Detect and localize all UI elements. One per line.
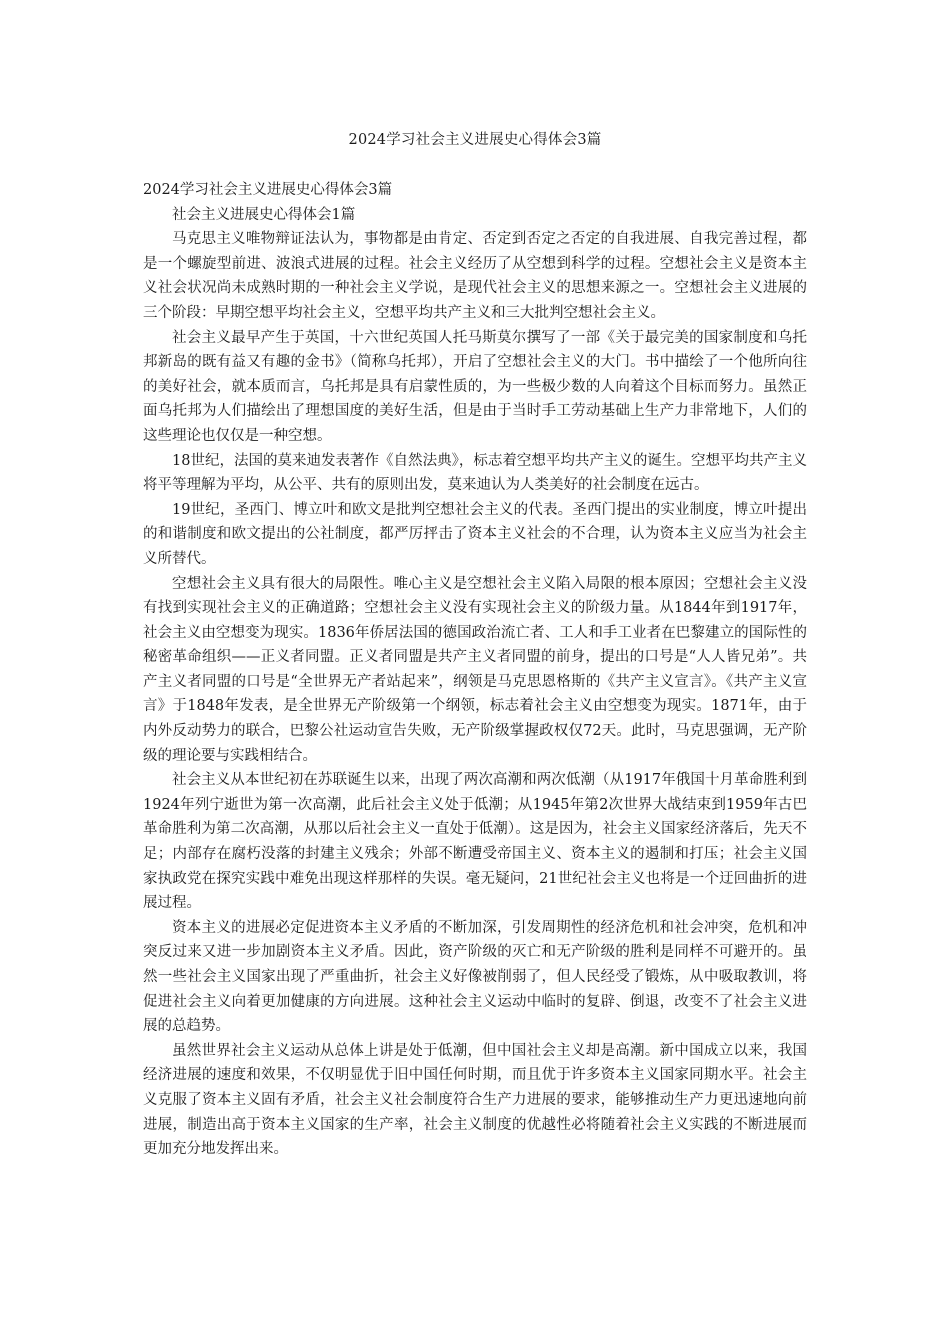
section-subheading: 社会主义进展史心得体会1篇 [172,206,356,223]
paragraph-6: 社会主义从本世纪初在苏联诞生以来，出现了两次高潮和两次低潮（从1917年俄国十月革命胜利到1924年列宁逝世为第一次高潮，此后社会主义处于低潮；从1945年第2次世界大战结束到1959年古巴革命胜利为第二次高潮，从那以后社会主义一直处于低潮）。这是因为，社会主义国家经济落后，先天不足；内部存在腐朽没落的封建主义残余；外部不断遭受帝国主义、资本主义的遏制和打压；社会主义国家执政党在探究实践中难免出现这样那样的失误。毫无疑问，21世纪社会主义也将是一个迂回曲折的进展过程。 [143,772,807,912]
document-title: 2024学习社会主义进展史心得体会3篇 [348,132,602,148]
document-body [143,178,807,1162]
paragraph-7: 资本主义的进展必定促进资本主义矛盾的不断加深，引发周期性的经济危机和社会冲突，危机和冲突反过来又进一步加剧资本主义矛盾。因此，资产阶级的灭亡和无产阶级的胜利是同样不可避开的。虽然一些社会主义国家出现了严重曲折，社会主义好像被削弱了，但人民经受了锻炼，从中吸取教训，将促进社会主义向着更加健康的方向进展。这种社会主义运动中临时的复辟、倒退，改变不了社会主义进展的总趋势。 [143,919,807,1035]
paragraph-1: 马克思主义唯物辩证法认为，事物都是由肯定、否定到否定之否定的自我进展、自我完善过程，都是一个螺旋型前进、波浪式进展的过程。社会主义经历了从空想到科学的过程。空想社会主义是资本主义社会状况尚未成熟时期的一种社会主义学说，是现代社会主义的思想来源之一。空想社会主义进展的三个阶段：早期空想平均社会主义，空想平均共产主义和三大批判空想社会主义。 [143,231,807,321]
paragraph-2: 社会主义最早产生于英国，十六世纪英国人托马斯莫尔撰写了一部《关于最完美的国家制度和乌托邦新岛的既有益又有趣的金书》（简称乌托邦），开启了空想社会主义的大门。书中描绘了一个他所向往的美好社会，就本质而言，乌托邦是具有启蒙性质的，为一些极少数的人向着这个目标而努力。虽然正面乌托邦为人们描绘出了理想国度的美好生活，但是由于当时手工劳动基础上生产力非常地下，人们的这些理论也仅仅是一种空想。 [143,329,807,444]
paragraph-4: 19世纪，圣西门、博立叶和欧文是批判空想社会主义的代表。圣西门提出的实业制度，博立叶提出的和谐制度和欧文提出的公社制度，都严厉抨击了资本主义社会的不合理，认为资本主义应当为社会主义所替代。 [143,501,807,567]
section-heading: 2024学习社会主义进展史心得体会3篇 [143,182,393,198]
paragraph-3: 18世纪，法国的莫来迪发表著作《自然法典》，标志着空想平均共产主义的诞生。空想平均共产主义将平等理解为平均，从公平、共有的原则出发，莫来迪认为人类美好的社会制度在远古。 [143,452,807,494]
paragraph-8: 虽然世界社会主义运动从总体上讲是处于低潮，但中国社会主义却是高潮。新中国成立以来，我国经济进展的速度和效果，不仅明显优于旧中国任何时期，而且优于许多资本主义国家同期水平。社会主义克服了资本主义固有矛盾，社会主义社会制度符合生产力进展的要求，能够推动生产力更迅速地向前进展，制造出高于资本主义国家的生产率，社会主义制度的优越性必将随着社会主义实践的不断进展而更加充分地发挥出来。 [143,1042,807,1158]
paragraph-5: 空想社会主义具有很大的局限性。唯心主义是空想社会主义陷入局限的根本原因；空想社会主义没有找到实现社会主义的正确道路；空想社会主义没有实现社会主义的阶级力量。从1844年到1917年，社会主义由空想变为现实。1836年侨居法国的德国政治流亡者、工人和手工业者在巴黎建立的国际性的秘密革命组织——正义者同盟。正义者同盟是共产主义者同盟的前身，提出的口号是“人人皆兄弟”。共产主义者同盟的口号是“全世界无产者站起来”，纲领是马克思恩格斯的《共产主义宣言》。《共产主义宣言》于1848年发表，是全世界无产阶级第一个纲领，标志着社会主义由空想变为现实。1871年，由于内外反动势力的联合，巴黎公社运动宣告失败，无产阶级掌握政权仅72天。此时，马克思强调，无产阶级的理论要与实践相结合。 [143,575,807,764]
